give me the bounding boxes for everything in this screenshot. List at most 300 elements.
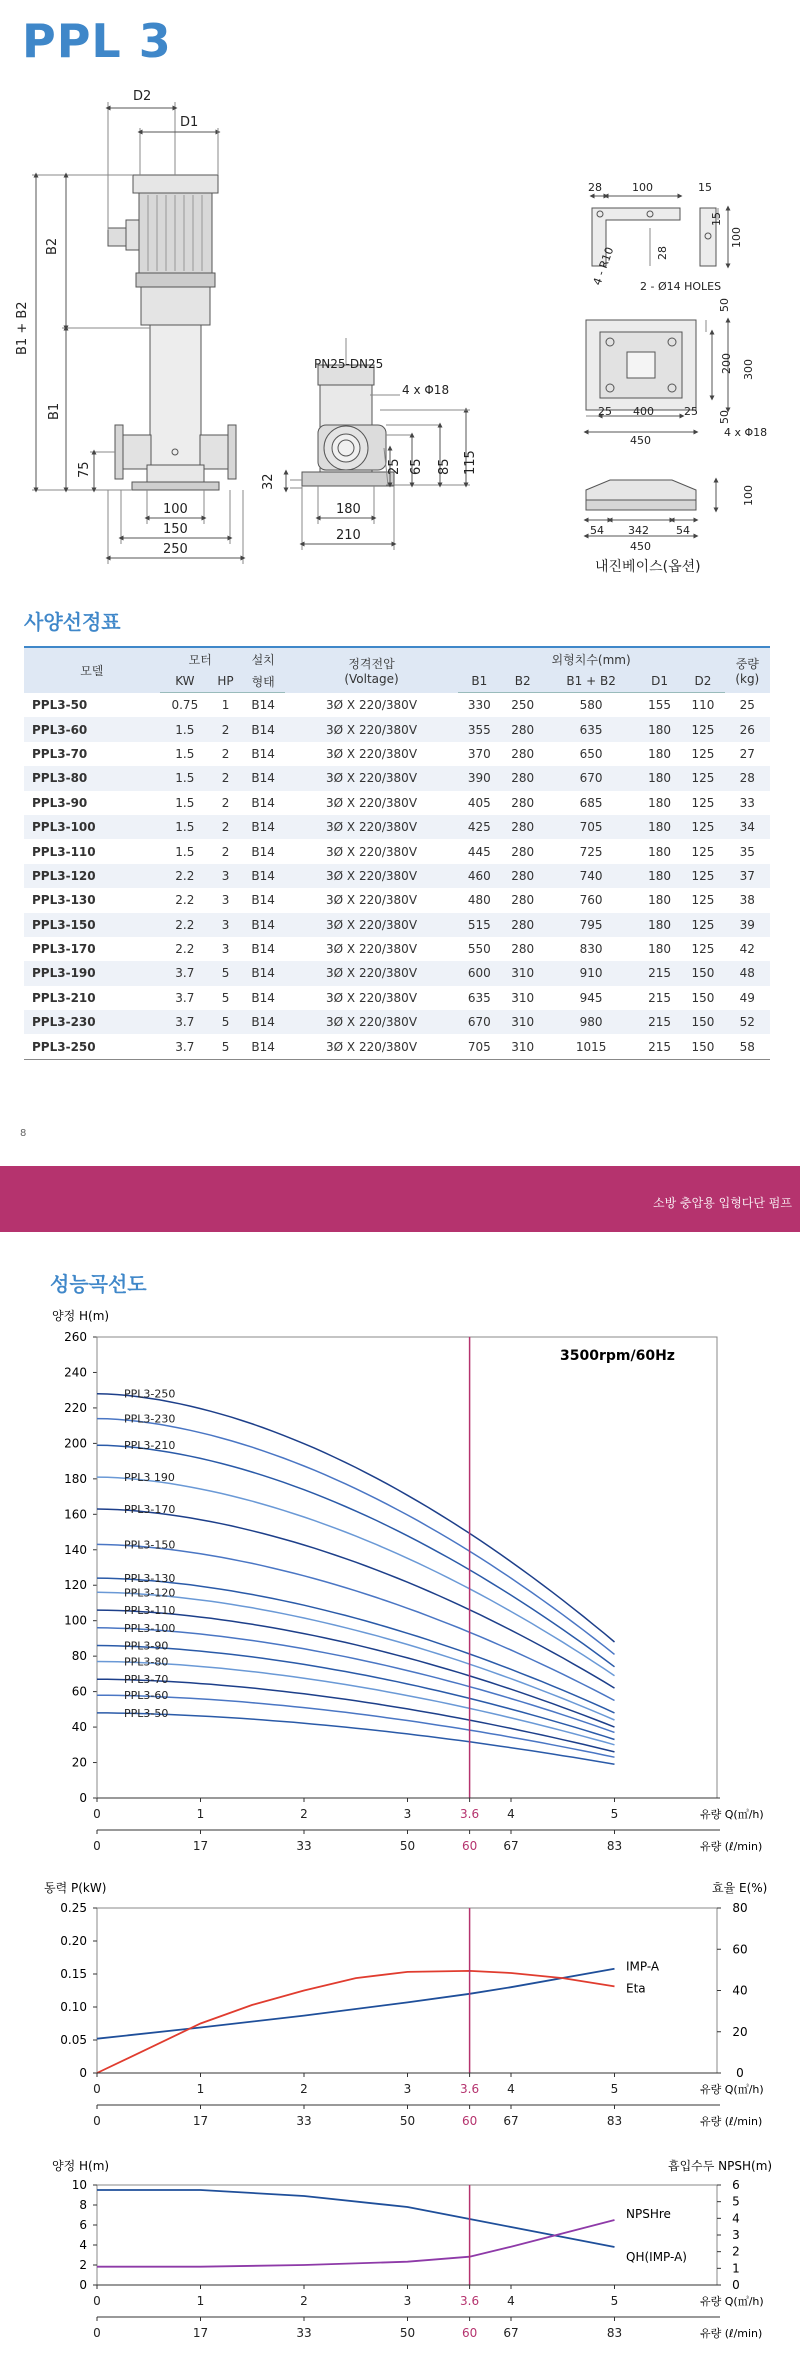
th-b1: B1 [458, 670, 501, 693]
table-cell: 280 [501, 815, 544, 839]
table-cell: 35 [739, 844, 755, 859]
table-cell: 125 [681, 864, 724, 888]
table-row [24, 1010, 770, 1034]
page-title: PPL 3 [22, 14, 172, 68]
series-line [97, 1971, 615, 2073]
table-cell: 650 [579, 746, 603, 761]
table-row [24, 986, 770, 1010]
dim-85: 85 [437, 458, 452, 475]
x2-tick-label: 33 [296, 2114, 312, 2128]
y-tick-label: 20 [71, 1755, 87, 1770]
x2-axis-label: 유량 (ℓ/min) [700, 2327, 763, 2340]
table-cell: 38 [739, 893, 755, 908]
table-cell: 515 [458, 913, 501, 937]
table-cell: PPL3-120 [24, 864, 160, 888]
table-cell: 980 [544, 1010, 638, 1034]
y-axis-label: 동력 P(kW) [44, 1881, 107, 1895]
y-tick-label: 2 [79, 2258, 87, 2272]
table-cell: 685 [579, 795, 603, 810]
y-right-tick-label: 80 [732, 1901, 748, 1915]
table-cell: 3 [221, 893, 230, 908]
dim-210: 210 [336, 528, 361, 543]
table-cell: 740 [544, 864, 638, 888]
x2-tick-label: 0 [93, 2114, 101, 2128]
y-tick-label: 0.05 [60, 2033, 87, 2047]
th-b2: B2 [501, 670, 544, 693]
table-cell: 280 [511, 844, 535, 859]
y-tick-label: 4 [79, 2238, 87, 2252]
table-cell: PPL3-230 [24, 1010, 160, 1034]
table-cell: 1.5 [160, 717, 211, 741]
dim-65: 65 [409, 458, 424, 475]
dim-d1: D1 [180, 115, 199, 130]
dim-32: 32 [261, 473, 276, 490]
table-cell: 150 [681, 1034, 724, 1059]
series-label: NPSHre [626, 2207, 671, 2221]
table-cell: 280 [511, 746, 535, 761]
series-label: IMP-A [626, 1959, 660, 1974]
y-right-axis-label: 흡입수두 NPSH(m) [668, 2159, 773, 2173]
x2-tick-label: 50 [399, 2326, 416, 2340]
table-cell: 3 [221, 942, 230, 957]
th-d1: D1 [638, 670, 681, 693]
table-cell: 125 [691, 795, 715, 810]
table-cell: 42 [739, 942, 755, 957]
y-axis-label: 양정 H(m) [52, 1309, 110, 1323]
dim-180: 180 [336, 502, 361, 517]
y-right-tick-label: 60 [732, 1942, 748, 1957]
table-cell: 34 [725, 815, 770, 839]
table-cell: 125 [691, 942, 715, 957]
table-cell: 1.5 [160, 815, 211, 839]
table-row [24, 766, 770, 790]
dim-4xphi18: 4 x Φ18 [402, 383, 450, 397]
plot-frame [97, 2185, 717, 2285]
y-tick-label: 0 [79, 2066, 87, 2080]
base-dim-300: 300 [742, 359, 755, 380]
table-cell: 280 [511, 795, 535, 810]
table-cell: 670 [458, 1010, 501, 1034]
table-cell: 125 [691, 844, 715, 859]
section-banner [0, 1166, 800, 1232]
table-cell: 3Ø X 220/380V [285, 864, 457, 888]
base-dim-50: 50 [718, 298, 731, 312]
table-cell: 25 [739, 697, 755, 712]
base-dim-4xphi18: 4 x Φ18 [724, 426, 768, 439]
table-cell: 27 [739, 746, 755, 761]
table-cell: 310 [501, 961, 544, 985]
table-row [24, 864, 770, 888]
table-cell: 600 [458, 961, 501, 985]
table-cell: 1 [221, 698, 230, 713]
table-cell: 580 [579, 698, 603, 713]
base-side-342: 342 [628, 524, 649, 537]
x2-tick-label: 0 [93, 2326, 101, 2340]
table-row [24, 888, 770, 912]
series-label: PPL3 190 [124, 1471, 175, 1485]
table-cell: PPL3-210 [32, 990, 96, 1005]
table-cell: B14 [251, 698, 275, 713]
dim-150: 150 [163, 522, 188, 537]
series-label: PPL3-120 [124, 1586, 176, 1600]
table-cell: 310 [501, 1034, 544, 1059]
base-side-450: 450 [630, 540, 651, 553]
table-cell: 3Ø X 220/380V [326, 795, 418, 810]
table-cell: 125 [691, 893, 715, 908]
th-mount: 설치 [241, 647, 286, 670]
table-cell: 1.5 [175, 795, 195, 810]
table-cell: 3Ø X 220/380V [285, 913, 457, 937]
table-cell: 3.7 [160, 961, 211, 985]
series-label: PPL3-250 [124, 1387, 176, 1401]
base-option-label: 내진베이스(옵션) [595, 559, 701, 575]
table-cell: 215 [638, 1010, 681, 1034]
table-cell: 635 [544, 717, 638, 741]
table-cell: 3Ø X 220/380V [285, 1010, 457, 1034]
series-label: PPL3-130 [124, 1572, 176, 1586]
table-cell: 2.2 [175, 942, 195, 957]
table-cell: 3.7 [160, 1034, 211, 1059]
table-cell: B14 [241, 913, 286, 937]
table-cell: 180 [638, 766, 681, 790]
table-cell: 1.5 [175, 746, 195, 761]
table-cell: 3Ø X 220/380V [326, 942, 418, 957]
x-tick-label: 2 [300, 2082, 308, 2096]
y-right-tick-label: 5 [732, 2194, 740, 2209]
table-row [24, 717, 770, 741]
table-cell: 370 [467, 746, 491, 761]
x-tick-label: 1 [196, 1807, 205, 1821]
series-label: PPL3-100 [124, 1621, 176, 1635]
base-dim-25b: 25 [684, 405, 698, 418]
x-tick-label: 3.6 [460, 2082, 480, 2096]
table-cell: PPL3-110 [32, 844, 96, 859]
table-cell: 725 [579, 844, 603, 859]
table-cell: 3 [210, 864, 241, 888]
table-cell: 3Ø X 220/380V [326, 844, 418, 859]
dim-pn25: PN25-DN25 [314, 357, 384, 371]
table-row [24, 913, 770, 937]
y-tick-label: 0 [79, 2278, 87, 2292]
y-tick-label: 0.10 [60, 2000, 87, 2014]
table-cell: 2 [210, 717, 241, 741]
dim-25: 25 [387, 458, 402, 475]
y-tick-label: 140 [64, 1542, 87, 1557]
x-tick-label: 5 [610, 2082, 619, 2096]
table-cell: 3Ø X 220/380V [326, 990, 418, 1005]
table-cell: 48 [725, 961, 770, 985]
table-cell: PPL3-80 [24, 766, 160, 790]
table-row [24, 791, 770, 815]
table-cell: 125 [681, 913, 724, 937]
x-tick-label: 5 [610, 1807, 619, 1821]
table-cell: B14 [241, 815, 286, 839]
y-tick-label: 240 [64, 1365, 87, 1380]
x-tick-label: 3 [403, 1807, 412, 1821]
table-cell: 460 [458, 864, 501, 888]
table-row [24, 693, 770, 718]
th-voltage: 정격전압 (Voltage) [285, 647, 457, 693]
table-cell: 670 [544, 766, 638, 790]
table-cell: B14 [251, 795, 275, 810]
table-row [24, 742, 770, 766]
base-dim-r10: 4 - R10 [590, 245, 617, 288]
series-label: PPL3-80 [124, 1655, 169, 1669]
y-tick-label: 80 [71, 1649, 87, 1664]
x2-tick-label: 0 [93, 1839, 101, 1853]
table-cell: 280 [501, 717, 544, 741]
table-row [24, 1034, 770, 1059]
table-cell: 150 [691, 990, 715, 1005]
y-tick-label: 260 [64, 1330, 87, 1344]
base-dim-400: 400 [633, 405, 654, 418]
head-curve-line [97, 1695, 615, 1757]
base-dim-28b: 28 [656, 246, 669, 260]
table-cell: 1.5 [175, 844, 195, 859]
table-cell: 250 [511, 698, 535, 713]
table-cell: 550 [467, 942, 491, 957]
motor-body [133, 175, 218, 193]
table-row [24, 937, 770, 961]
y-right-tick-label: 0 [736, 2066, 744, 2080]
y-tick-label: 40 [71, 1720, 87, 1735]
y-right-tick-label: 1 [732, 2261, 740, 2276]
table-cell: 5 [210, 961, 241, 985]
base-dim-450: 450 [630, 434, 651, 447]
base-dim-15: 15 [698, 181, 712, 194]
x2-tick-label: 60 [461, 1839, 478, 1853]
table-cell: 2 [221, 746, 230, 761]
x2-tick-label: 60 [461, 2114, 478, 2128]
y-right-tick-label: 20 [732, 2024, 748, 2039]
table-cell: 37 [725, 864, 770, 888]
table-cell: 280 [501, 864, 544, 888]
base-dim-50b: 50 [718, 410, 731, 424]
table-cell: 5 [210, 1034, 241, 1059]
x2-tick-label: 50 [399, 1839, 416, 1853]
x-tick-label: 3 [403, 2082, 412, 2096]
y-right-tick-label: 0 [732, 2278, 740, 2292]
curves-title: 성능곡선도 [50, 1272, 147, 1296]
table-cell: 2 [210, 766, 241, 790]
table-cell: 3Ø X 220/380V [326, 697, 418, 712]
x-tick-label: 3.6 [460, 1807, 480, 1821]
y-tick-label: 120 [64, 1578, 87, 1593]
table-cell: 705 [458, 1034, 501, 1059]
table-cell: 180 [648, 844, 672, 859]
table-cell: 125 [681, 815, 724, 839]
dim-100: 100 [163, 502, 188, 517]
x2-tick-label: 17 [192, 1839, 209, 1853]
table-row [24, 815, 770, 839]
head-curve-line [97, 1713, 615, 1764]
table-cell: PPL3-250 [24, 1034, 160, 1059]
y-tick-label: 200 [64, 1436, 87, 1451]
x-tick-label: 3.6 [460, 2294, 480, 2308]
table-cell: 3Ø X 220/380V [285, 815, 457, 839]
table-cell: 150 [681, 1010, 724, 1034]
table-cell: B14 [241, 961, 286, 985]
series-label: PPL3-210 [124, 1439, 176, 1453]
y-right-tick-label: 6 [732, 2178, 740, 2192]
y-tick-label: 0.20 [60, 1934, 87, 1948]
dim-250: 250 [163, 542, 188, 557]
series-label: PPL3-230 [124, 1412, 176, 1426]
series-label: PPL3-50 [124, 1706, 169, 1720]
table-cell: 58 [725, 1034, 770, 1059]
table-cell: 125 [681, 717, 724, 741]
table-cell: PPL3-170 [32, 942, 96, 957]
table-cell: 3Ø X 220/380V [326, 893, 418, 908]
x2-tick-label: 17 [192, 2114, 209, 2128]
table-cell: 2 [221, 795, 230, 810]
table-cell: 125 [681, 766, 724, 790]
table-cell: 110 [691, 698, 715, 713]
table-cell: 180 [648, 893, 672, 908]
table-cell: 635 [467, 990, 491, 1005]
pump-dimension-drawings [0, 80, 800, 580]
x2-tick-label: 83 [606, 2326, 623, 2340]
table-cell: 28 [725, 766, 770, 790]
table-cell: 125 [691, 746, 715, 761]
th-hp: HP [210, 670, 241, 693]
chart-title: 3500rpm/60Hz [560, 1348, 675, 1364]
table-cell: 0.75 [171, 698, 199, 713]
table-cell: 760 [579, 893, 603, 908]
y-tick-label: 160 [64, 1507, 87, 1522]
x-tick-label: 4 [507, 2294, 515, 2308]
y-tick-label: 180 [64, 1471, 87, 1486]
th-mount-type: 형태 [241, 670, 286, 693]
x2-tick-label: 83 [606, 2114, 623, 2128]
y-tick-label: 8 [79, 2198, 87, 2212]
table-cell: 155 [648, 698, 672, 713]
table-cell: 3Ø X 220/380V [285, 1034, 457, 1059]
x2-tick-label: 60 [461, 2326, 478, 2340]
plot-frame [97, 1908, 717, 2073]
x2-tick-label: 17 [192, 2326, 209, 2340]
series-label: PPL3-90 [124, 1639, 169, 1653]
table-cell: 2.2 [175, 893, 195, 908]
x2-tick-label: 67 [503, 1839, 519, 1853]
y-tick-label: 10 [71, 2178, 87, 2192]
th-model: 모델 [24, 647, 160, 693]
base-dim-25: 25 [598, 405, 612, 418]
table-cell: 150 [681, 961, 724, 985]
th-motor: 모터 [160, 647, 241, 670]
th-weight: 중량 (kg) [725, 647, 770, 693]
table-cell: B14 [251, 942, 275, 957]
base-dim-200: 200 [720, 353, 733, 374]
x-axis-label: 유량 Q(㎥/h) [700, 2083, 764, 2096]
y-right-tick-label: 40 [732, 1983, 748, 1998]
x-tick-label: 3 [403, 2294, 412, 2308]
table-cell: 180 [638, 913, 681, 937]
table-row [24, 839, 770, 863]
base-side-54: 54 [590, 524, 604, 537]
spec-table [24, 646, 770, 1060]
x2-tick-label: 83 [606, 1839, 623, 1853]
th-dimensions: 외형치수(mm) [458, 647, 725, 670]
x-tick-label: 4 [507, 1807, 515, 1821]
table-cell: 2.2 [160, 864, 211, 888]
dim-b1: B1 [47, 402, 62, 420]
table-cell: 215 [638, 1034, 681, 1059]
table-cell: 26 [725, 717, 770, 741]
table-row [24, 961, 770, 985]
table-cell: PPL3-90 [32, 795, 88, 810]
table-cell: B14 [241, 1010, 286, 1034]
table-cell: B14 [251, 746, 275, 761]
th-b1b2: B1 + B2 [544, 670, 638, 693]
table-cell: PPL3-60 [24, 717, 160, 741]
x-tick-label: 4 [507, 2082, 515, 2096]
series-line [97, 1969, 615, 2039]
table-cell: 280 [501, 766, 544, 790]
table-cell: PPL3-50 [32, 697, 88, 712]
x2-axis-label: 유량 (ℓ/min) [700, 2115, 763, 2128]
x-tick-label: 1 [196, 2082, 205, 2096]
table-cell: 425 [458, 815, 501, 839]
table-cell: PPL3-150 [24, 913, 160, 937]
table-cell: 3Ø X 220/380V [326, 746, 418, 761]
spec-table-title: 사양선정표 [24, 610, 121, 634]
base-side-54b: 54 [676, 524, 690, 537]
x2-tick-label: 67 [503, 2326, 519, 2340]
table-cell: 3.7 [160, 1010, 211, 1034]
series-line [97, 2220, 615, 2267]
dim-b2: B2 [45, 237, 60, 255]
table-cell: 280 [501, 913, 544, 937]
table-cell: 310 [511, 990, 535, 1005]
page-number: 8 [20, 1128, 27, 1139]
table-cell: 215 [638, 961, 681, 985]
table-cell: 390 [458, 766, 501, 790]
table-cell: 3.7 [175, 990, 195, 1005]
series-label: Eta [626, 1981, 646, 1996]
table-cell: PPL3-100 [24, 815, 160, 839]
table-cell: 215 [648, 990, 672, 1005]
x-tick-label: 0 [93, 1807, 101, 1821]
y-tick-label: 0 [79, 1791, 87, 1805]
y-right-axis-label: 효율 E(%) [712, 1881, 768, 1895]
table-cell: 49 [739, 990, 755, 1005]
x-tick-label: 1 [196, 2294, 205, 2308]
x2-tick-label: 67 [503, 2114, 519, 2128]
y-right-tick-label: 3 [732, 2228, 740, 2242]
table-cell: 830 [579, 942, 603, 957]
series-label: PPL3-150 [124, 1538, 176, 1552]
banner-text: 소방 충압용 입형다단 펌프 [653, 1196, 792, 1210]
y-tick-label: 6 [79, 2218, 87, 2232]
base-dim-15b: 15 [710, 212, 723, 226]
base-holes: 2 - Ø14 HOLES [640, 280, 722, 293]
y-tick-label: 60 [71, 1684, 87, 1699]
dim-75: 75 [77, 461, 92, 478]
x2-tick-label: 33 [296, 2326, 312, 2340]
table-cell: 3Ø X 220/380V [285, 961, 457, 985]
y-right-tick-label: 4 [732, 2211, 740, 2226]
dim-d2: D2 [133, 89, 152, 104]
base-side-100: 100 [742, 485, 755, 506]
table-cell: 1015 [544, 1034, 638, 1059]
table-cell: B14 [241, 1034, 286, 1059]
table-cell: B14 [251, 990, 275, 1005]
table-cell: 310 [501, 1010, 544, 1034]
x-tick-label: 5 [610, 2294, 619, 2308]
x-tick-label: 0 [93, 2082, 101, 2096]
x2-axis-label: 유량 (ℓ/min) [700, 1840, 763, 1853]
